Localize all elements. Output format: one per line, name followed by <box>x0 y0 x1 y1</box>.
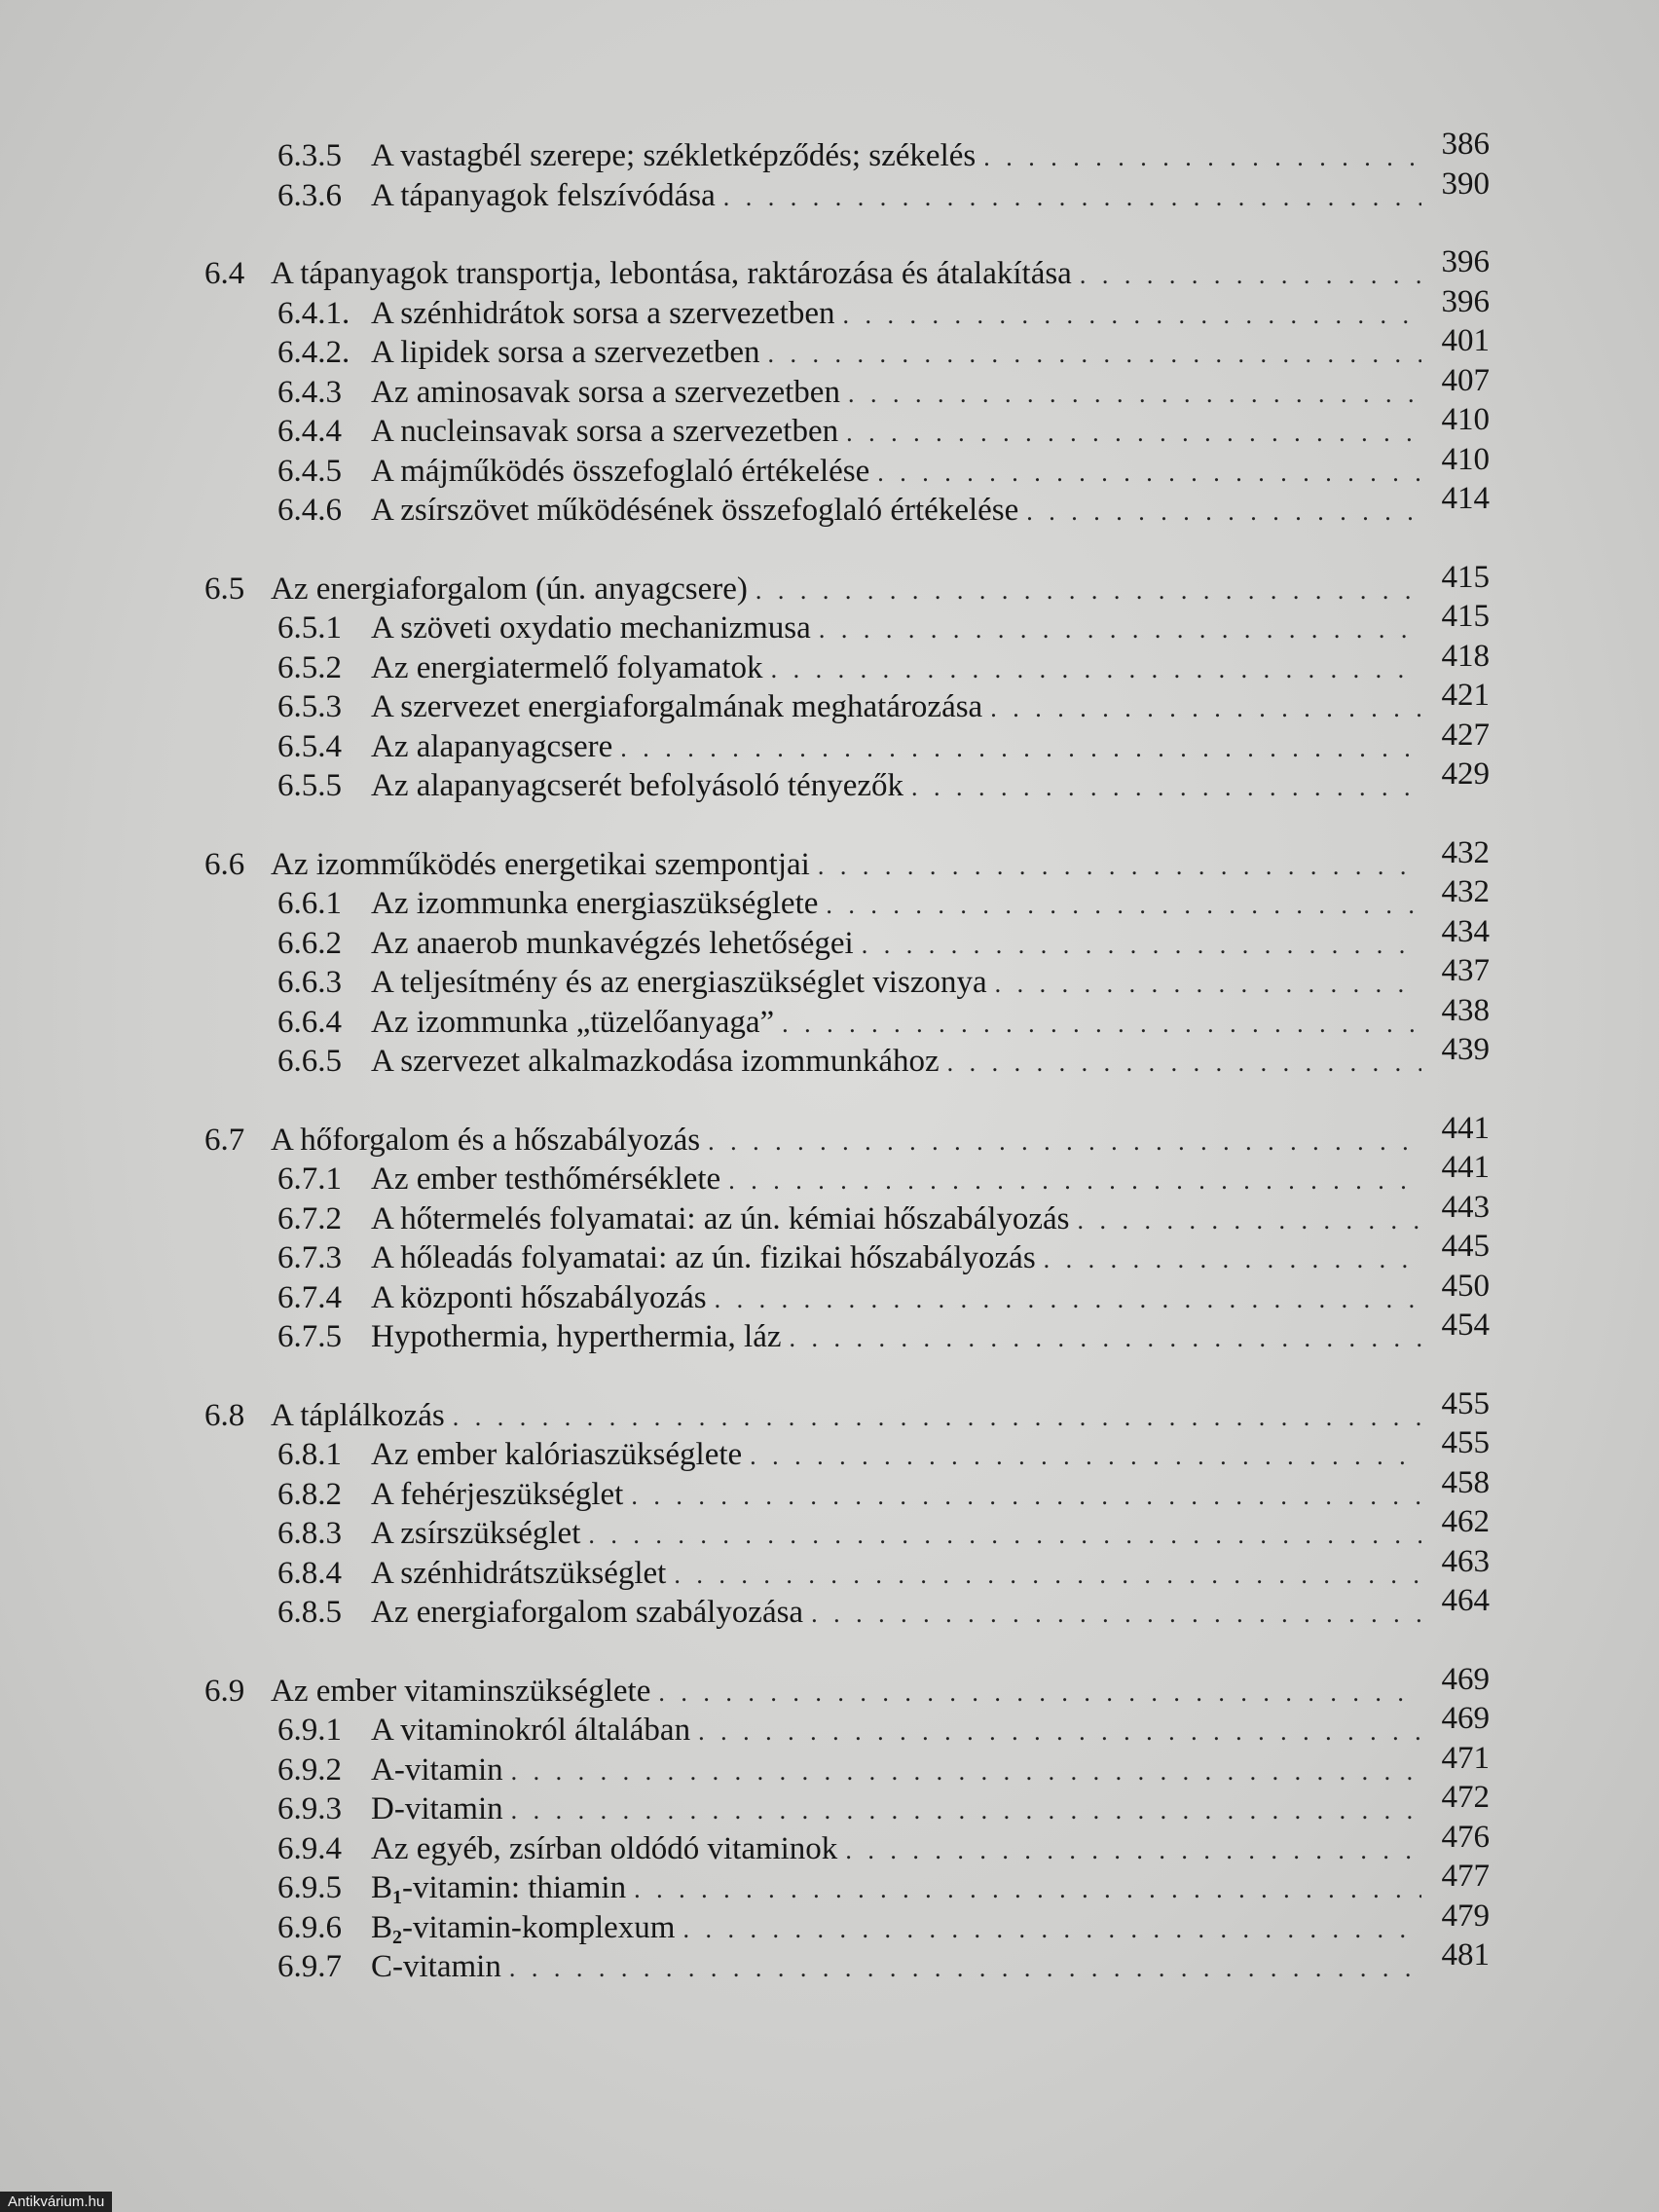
page-number: 471 <box>1441 1740 1490 1776</box>
dot-leader <box>990 689 1421 729</box>
toc-entry <box>204 1701 1490 1751</box>
toc-entry <box>204 283 1490 334</box>
page-number: 390 <box>1441 166 1490 202</box>
toc-entry <box>204 953 1490 1003</box>
toc-entry <box>204 1504 1490 1554</box>
toc-entry <box>204 913 1490 964</box>
page-number: 439 <box>1441 1032 1490 1067</box>
entry-number: 6.9 <box>204 1673 245 1709</box>
watermark: Antikvárium.hu <box>0 2192 112 2212</box>
page-number: 450 <box>1441 1268 1490 1304</box>
page-number: 469 <box>1441 1661 1490 1697</box>
entry-title: A szervezet alkalmazkodása izommunkához <box>371 1044 940 1079</box>
page-number: 429 <box>1441 756 1490 792</box>
toc-section <box>204 834 1490 1082</box>
toc-entry <box>204 1780 1490 1829</box>
entry-number: 6.4.2. <box>277 335 350 370</box>
toc-entry <box>204 1819 1490 1869</box>
entry-number: 6.9.7 <box>277 1949 342 1984</box>
entry-title: A vastagbél szerepe; székletképződés; székelés <box>371 138 977 173</box>
toc-entry <box>204 599 1490 648</box>
entry-number: 6.7.2 <box>277 1200 342 1236</box>
page-number: 458 <box>1441 1464 1490 1500</box>
table-of-contents <box>204 127 1490 2026</box>
entry-title: Az izommunka „tüzelőanyaga” <box>371 1004 775 1040</box>
entry-number: 6.9.5 <box>277 1870 342 1905</box>
page-number: 472 <box>1441 1780 1490 1815</box>
entry-number: 6.8.4 <box>277 1555 342 1591</box>
entry-title: A táplálkozás <box>271 1397 445 1433</box>
page-number: 437 <box>1441 953 1490 988</box>
entry-title: Az aminosavak sorsa a szervezetben <box>371 374 840 410</box>
entry-number: 6.4.6 <box>277 493 342 528</box>
page-number: 415 <box>1441 559 1490 595</box>
entry-number: 6.5.3 <box>277 689 342 724</box>
entry-number: 6.9.3 <box>277 1791 342 1826</box>
entry-number: 6.4 <box>204 256 245 291</box>
page-number: 441 <box>1441 1150 1490 1185</box>
entry-title: A vitaminokról általában <box>371 1713 691 1748</box>
page-number: 441 <box>1441 1110 1490 1146</box>
toc-entry <box>204 1583 1490 1633</box>
entry-title-rest: -vitamin: thiamin <box>402 1870 627 1905</box>
toc-entry <box>204 481 1490 531</box>
toc-section-heading <box>204 244 1490 294</box>
entry-title-rest: -vitamin-komplexum <box>402 1909 676 1945</box>
toc-entry <box>204 1543 1490 1594</box>
toc-section-heading <box>204 834 1490 885</box>
page-number: 427 <box>1441 717 1490 753</box>
dot-leader <box>728 1161 1421 1201</box>
page-number: 432 <box>1441 834 1490 870</box>
dot-leader <box>790 1319 1421 1359</box>
dot-leader <box>723 178 1421 218</box>
dot-leader <box>756 571 1421 611</box>
dot-leader <box>1044 1240 1421 1280</box>
dot-leader <box>877 454 1421 494</box>
page-number: 462 <box>1441 1504 1490 1539</box>
dot-leader <box>782 1005 1421 1045</box>
page-number: 438 <box>1441 992 1490 1028</box>
entry-title: C-vitamin <box>371 1949 501 1984</box>
entry-title: A májműködés összefoglaló értékelése <box>371 453 870 489</box>
entry-number: 6.9.6 <box>277 1909 342 1945</box>
dot-leader <box>983 138 1421 178</box>
dot-leader <box>631 1477 1421 1517</box>
page-number: 432 <box>1441 874 1490 909</box>
entry-number: 6.8.5 <box>277 1595 342 1630</box>
toc-entry <box>204 756 1490 806</box>
entry-title: A szöveti oxydatio mechanizmusa <box>371 610 811 645</box>
toc-section <box>204 1661 1490 1987</box>
toc-entry <box>204 1229 1490 1278</box>
entry-title: A szervezet energiaforgalmának meghatározása <box>371 689 983 724</box>
entry-number: 6.5.2 <box>277 649 342 685</box>
entry-number: 6.3.5 <box>277 138 342 173</box>
page-number: 477 <box>1441 1859 1490 1894</box>
entry-title-subscript: 2 <box>392 1926 403 1948</box>
page-number: 479 <box>1441 1898 1490 1934</box>
entry-number: 6.9.4 <box>277 1830 342 1866</box>
entry-number: 6.6 <box>204 846 245 882</box>
entry-number: 6.7.4 <box>277 1279 342 1315</box>
entry-number: 6.6.3 <box>277 965 342 1000</box>
entry-number: 6.3.6 <box>277 177 342 213</box>
dot-leader <box>715 1280 1421 1320</box>
page-number: 443 <box>1441 1189 1490 1225</box>
page-number: 445 <box>1441 1229 1490 1264</box>
dot-leader <box>708 1123 1421 1162</box>
dot-leader <box>674 1556 1421 1596</box>
toc-entry <box>204 1898 1490 1948</box>
entry-title: A tápanyagok felszívódása <box>371 177 716 213</box>
entry-number: 6.9.2 <box>277 1751 342 1788</box>
toc-entry <box>204 166 1490 216</box>
page-number: 476 <box>1441 1819 1490 1855</box>
entry-title: Az izomműködés energetikai szempontjai <box>271 846 810 882</box>
dot-leader <box>862 926 1421 966</box>
page-number: 401 <box>1441 323 1490 358</box>
entry-title: A tápanyagok transportja, lebontása, raktározása és átalakítása <box>271 256 1072 291</box>
dot-leader <box>1080 256 1421 296</box>
toc-section <box>204 244 1490 531</box>
toc-entry <box>204 1268 1490 1318</box>
dot-leader <box>947 1044 1421 1084</box>
page-number: 386 <box>1441 127 1490 162</box>
entry-title: Az energiatermelő folyamatok <box>371 649 763 685</box>
entry-title: A zsírszövet működésének összefoglaló értékelése <box>371 493 1019 528</box>
toc-entry <box>204 874 1490 924</box>
toc-entry <box>204 1032 1490 1082</box>
toc-entry <box>204 1740 1490 1790</box>
entry-number: 6.4.1. <box>277 295 350 331</box>
page-number: 481 <box>1441 1937 1490 1972</box>
entry-number: 6.8 <box>204 1397 245 1433</box>
entry-title: A szénhidrátszükséglet <box>371 1555 667 1591</box>
toc-entry <box>204 127 1490 176</box>
page-number: 410 <box>1441 441 1490 477</box>
toc-entry <box>204 402 1490 452</box>
entry-number: 6.6.1 <box>277 886 342 921</box>
entry-title: Az ember vitaminszükséglete <box>271 1673 651 1709</box>
toc-section-heading <box>204 559 1490 609</box>
entry-title: Hypothermia, hyperthermia, láz <box>371 1319 782 1354</box>
entry-title: Az energiaforgalom szabályozása <box>371 1595 804 1630</box>
entry-title: A hőforgalom és a hőszabályozás <box>271 1122 701 1158</box>
entry-title: Az energiaforgalom (ún. anyagcsere) <box>271 571 748 607</box>
toc-section <box>204 127 1490 215</box>
entry-title: A szénhidrátok sorsa a szervezetben <box>371 295 835 331</box>
page-number: 415 <box>1441 599 1490 634</box>
dot-leader <box>845 1831 1421 1871</box>
toc-entry <box>204 1937 1490 1987</box>
entry-number: 6.8.3 <box>277 1516 342 1551</box>
entry-number: 6.4.4 <box>277 414 342 449</box>
page-number: 454 <box>1441 1308 1490 1343</box>
entry-title: A fehérjeszükséglet <box>371 1476 624 1512</box>
entry-title: Az alapanyagcserét befolyásoló tényezők <box>371 768 903 803</box>
entry-number: 6.6.2 <box>277 925 342 961</box>
dot-leader <box>698 1713 1421 1752</box>
toc-entry <box>204 1308 1490 1357</box>
toc-entry <box>204 323 1490 373</box>
entry-title: Az izommunka energiaszükséglete <box>371 886 819 921</box>
dot-leader <box>750 1437 1421 1477</box>
page-number: 410 <box>1441 402 1490 437</box>
entry-title: Az egyéb, zsírban oldódó vitaminok <box>371 1830 838 1866</box>
toc-section-heading <box>204 1110 1490 1161</box>
page-number: 455 <box>1441 1385 1490 1421</box>
page-number: 434 <box>1441 913 1490 949</box>
entry-title: A hőtermelés folyamatai: az ún. kémiai hőszabályozás <box>371 1200 1070 1236</box>
entry-title: D-vitamin <box>371 1791 503 1826</box>
entry-title: A hőleadás folyamatai: az ún. fizikai hőszabályozás <box>371 1240 1036 1275</box>
entry-number: 6.6.4 <box>277 1004 342 1040</box>
entry-title-subscript: 1 <box>392 1887 403 1908</box>
dot-leader <box>819 610 1421 650</box>
dot-leader <box>658 1674 1421 1714</box>
toc-entry <box>204 362 1490 413</box>
page-number: 414 <box>1441 481 1490 516</box>
toc-entry <box>204 1189 1490 1239</box>
entry-number: 6.4.5 <box>277 453 342 489</box>
toc-entry <box>204 441 1490 492</box>
dot-leader <box>509 1949 1421 1989</box>
dot-leader <box>682 1910 1421 1950</box>
dot-leader <box>911 768 1421 808</box>
entry-number: 6.7.3 <box>277 1240 342 1275</box>
dot-leader <box>842 296 1421 336</box>
toc-entry <box>204 638 1490 688</box>
entry-number: 6.4.3 <box>277 374 342 410</box>
toc-entry <box>204 1859 1490 1908</box>
entry-number: 6.5 <box>204 571 245 607</box>
toc-entry <box>204 1425 1490 1475</box>
entry-title: Az anaerob munkavégzés lehetőségei <box>371 925 854 961</box>
page-number: 469 <box>1441 1701 1490 1736</box>
entry-title: A központi hőszabályozás <box>371 1279 707 1315</box>
toc-section-heading <box>204 1661 1490 1712</box>
page-number: 463 <box>1441 1543 1490 1579</box>
entry-title: Az ember kalóriaszükséglete <box>371 1437 743 1472</box>
page-number: 396 <box>1441 283 1490 319</box>
entry-number: 6.9.1 <box>277 1713 342 1748</box>
entry-number: 6.7.5 <box>277 1319 342 1354</box>
entry-title: A nucleinsavak sorsa a szervezetben <box>371 414 839 449</box>
entry-number: 6.6.5 <box>277 1044 342 1079</box>
dot-leader <box>511 1791 1421 1831</box>
toc-section <box>204 1385 1490 1633</box>
entry-title: A lipidek sorsa a szervezetben <box>371 335 760 370</box>
page-number: 455 <box>1441 1425 1490 1460</box>
entry-title: Az alapanyagcsere <box>371 728 613 764</box>
dot-leader <box>620 729 1421 769</box>
page-number: 407 <box>1441 362 1490 398</box>
dot-leader <box>1078 1201 1422 1241</box>
toc-section-heading <box>204 1385 1490 1436</box>
toc-section <box>204 1110 1490 1357</box>
dot-leader <box>453 1398 1421 1438</box>
page-number: 421 <box>1441 678 1490 713</box>
dot-leader <box>768 335 1421 375</box>
entry-number: 6.7 <box>204 1122 245 1158</box>
toc-section <box>204 559 1490 806</box>
entry-title-start: B <box>371 1909 393 1945</box>
toc-entry <box>204 678 1490 727</box>
entry-number: 6.8.1 <box>277 1437 342 1472</box>
entry-title: Az ember testhőmérséklete <box>371 1161 721 1197</box>
dot-leader <box>995 965 1421 1005</box>
entry-title: A zsírszükséglet <box>371 1516 581 1551</box>
dot-leader <box>771 650 1421 690</box>
entry-number: 6.5.1 <box>277 610 342 645</box>
entry-number: 6.8.2 <box>277 1476 342 1512</box>
entry-number: 6.5.4 <box>277 728 342 764</box>
dot-leader <box>846 414 1421 454</box>
entry-title-start: B <box>371 1870 393 1905</box>
toc-entry <box>204 1464 1490 1515</box>
page-number: 418 <box>1441 638 1490 674</box>
entry-number: 6.7.1 <box>277 1161 342 1197</box>
page-number: 396 <box>1441 244 1490 279</box>
dot-leader <box>811 1595 1421 1635</box>
dot-leader <box>511 1752 1421 1792</box>
dot-leader <box>826 886 1421 926</box>
dot-leader <box>588 1516 1421 1556</box>
toc-entry <box>204 992 1490 1043</box>
entry-title: A teljesítmény és az energiaszükséglet viszonya <box>371 965 987 1000</box>
entry-number: 6.5.5 <box>277 768 342 803</box>
toc-entry <box>204 1150 1490 1199</box>
dot-leader <box>634 1870 1421 1910</box>
dot-leader <box>848 375 1421 415</box>
entry-title: A-vitamin <box>371 1751 503 1788</box>
page-number: 464 <box>1441 1583 1490 1618</box>
toc-entry <box>204 717 1490 767</box>
dot-leader <box>1026 493 1421 533</box>
dot-leader <box>818 847 1421 887</box>
